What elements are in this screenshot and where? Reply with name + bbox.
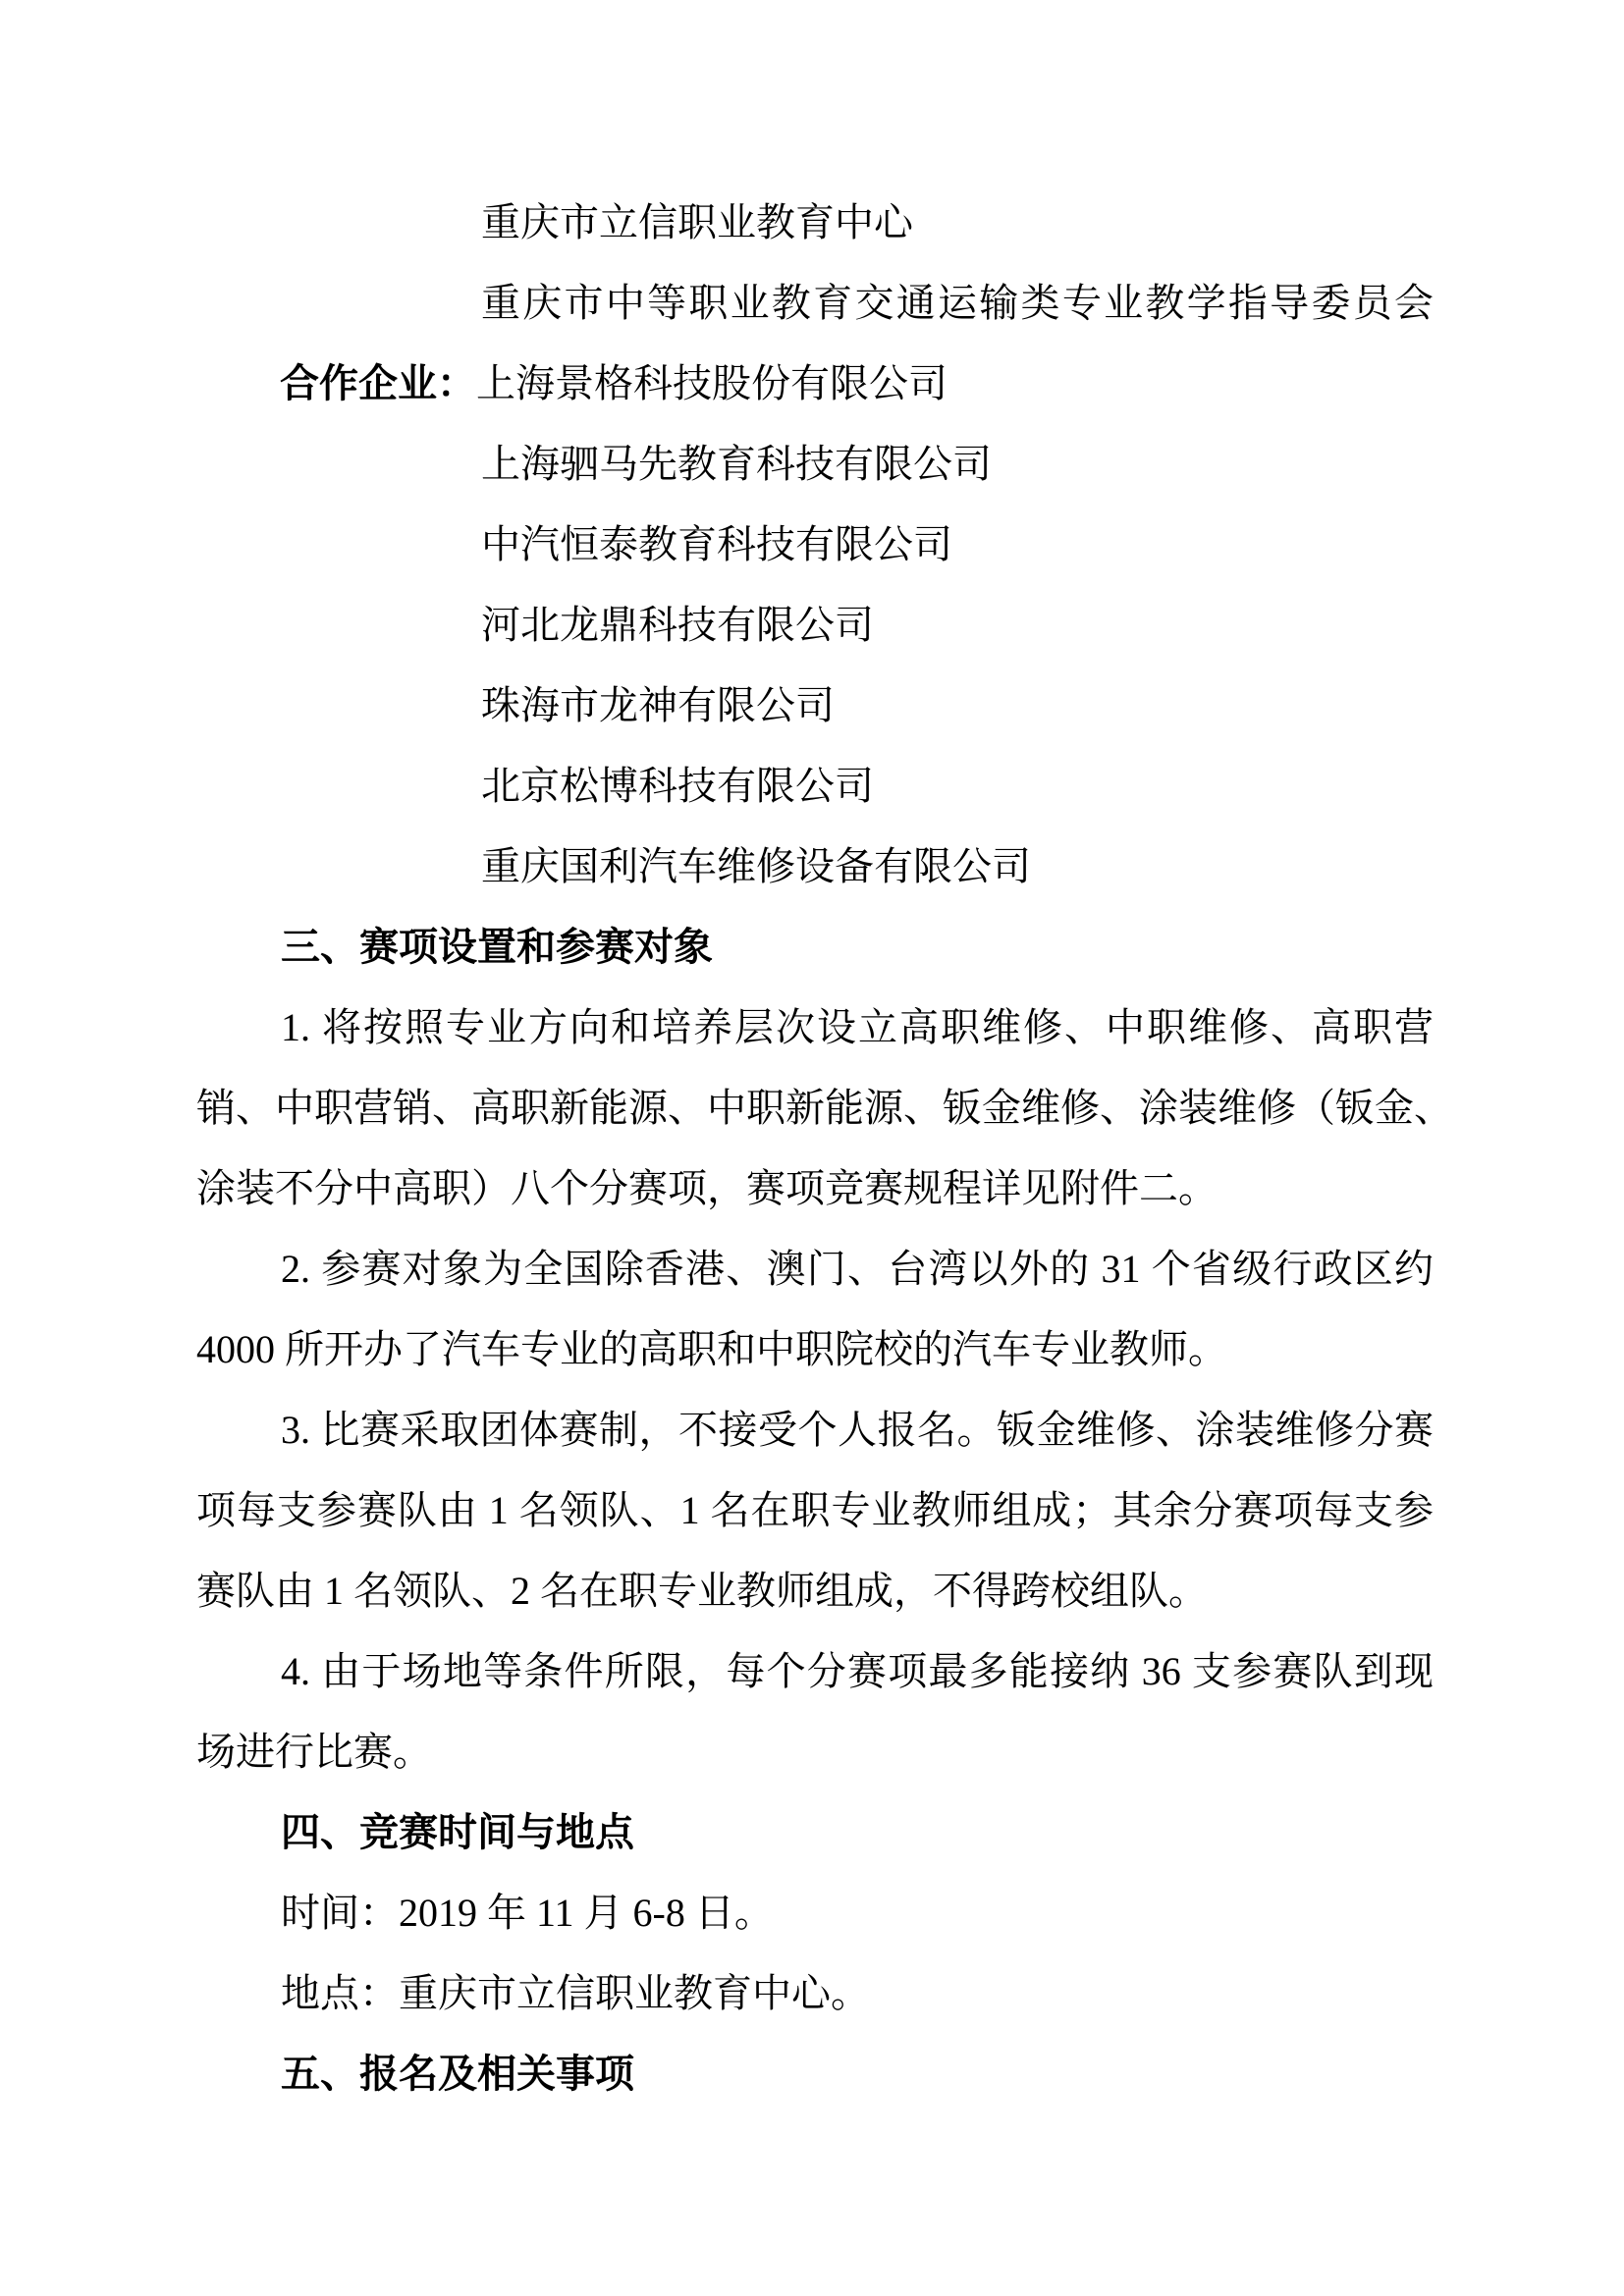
document-line: 时间：2019 年 11 月 6-8 日。 [281,1891,774,1935]
document-line: 地点：重庆市立信职业教育中心。 [281,1971,870,2015]
document-line: 场进行比赛。 [196,1730,432,1774]
document-line: 赛队由 1 名领队、2 名在职专业教师组成，不得跨校组队。 [196,1569,1208,1613]
document-line: 北京松博科技有限公司 [481,764,874,808]
document-line: 1. 将按照专业方向和培养层次设立高职维修、中职维修、高职营 [281,1005,1434,1049]
document-line: 4000 所开办了汽车专业的高职和中职院校的汽车专业教师。 [196,1327,1227,1371]
document-line: 中汽恒泰教育科技有限公司 [481,522,952,566]
section-heading: 三、赛项设置和参赛对象 [281,926,713,969]
document-body [196,183,1453,2114]
document-line: 珠海市龙神有限公司 [481,683,835,727]
document-line: 河北龙鼎科技有限公司 [481,603,874,647]
document-line: 4. 由于场地等条件所限，每个分赛项最多能接纳 36 支参赛队到现 [281,1649,1434,1693]
document-line: 销、中职营销、高职新能源、中职新能源、钣金维修、涂装维修（钣金、 [196,1086,1453,1130]
company-name: 上海景格科技股份有限公司 [476,361,947,405]
document-line: 涂装不分中高职）八个分赛项，赛项竞赛规程详见附件二。 [196,1166,1218,1210]
document-line [280,344,1434,424]
document-line: 重庆国利汽车维修设备有限公司 [481,844,1031,888]
document-line: 重庆市立信职业教育中心 [481,200,913,244]
document-line: 项每支参赛队由 1 名领队、1 名在职专业教师组成；其余分赛项每支参 [196,1488,1434,1532]
document-line: 上海驷马先教育科技有限公司 [481,442,992,486]
document-line: 2. 参赛对象为全国除香港、澳门、台湾以外的 31 个省级行政区约 [281,1247,1434,1291]
document-line: 重庆市中等职业教育交通运输类专业教学指导委员会 [481,281,1434,325]
section-heading: 四、竞赛时间与地点 [281,1811,634,1854]
section-heading: 五、报名及相关事项 [281,2053,634,2096]
cooperating-enterprises-label: 合作企业： [280,362,476,405]
document-line: 3. 比赛采取团体赛制，不接受个人报名。钣金维修、涂装维修分赛 [281,1408,1434,1452]
